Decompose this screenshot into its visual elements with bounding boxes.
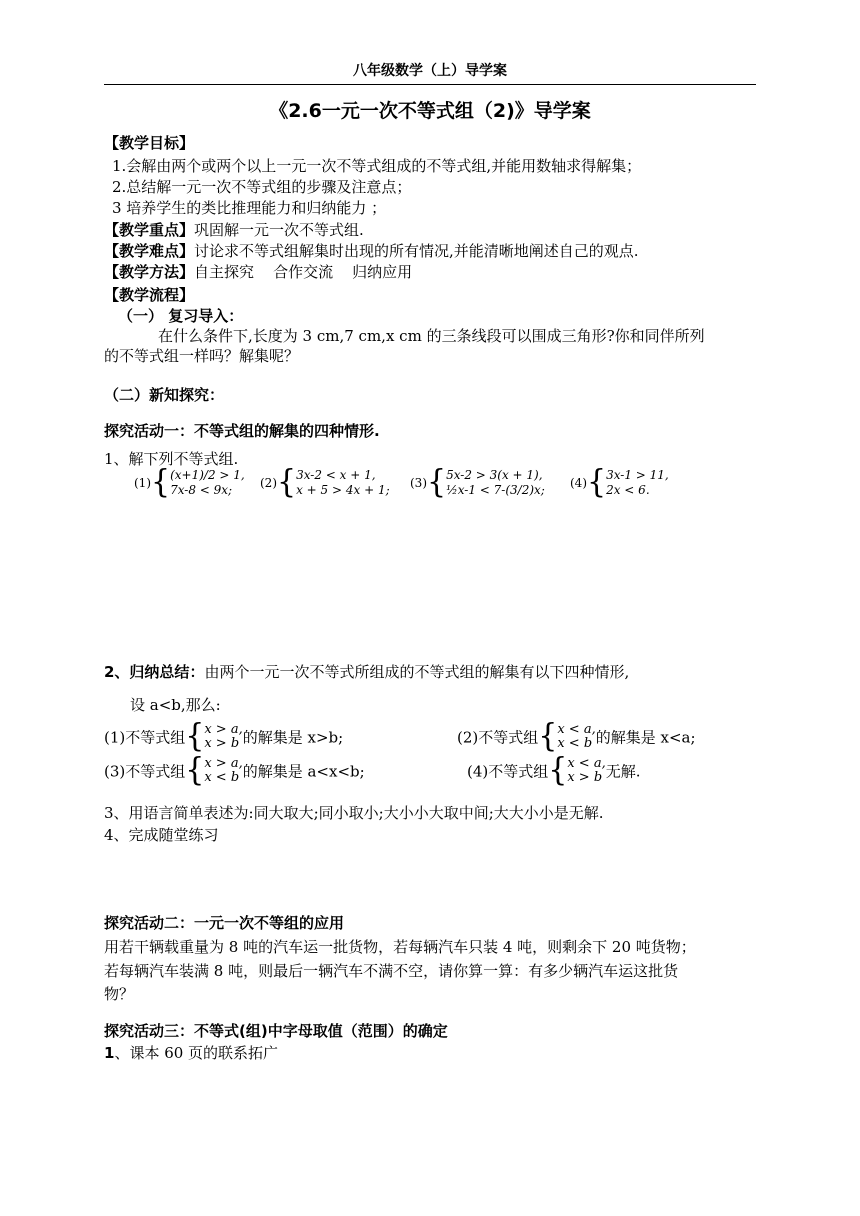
rule-summary: 3、用语言简单表述为:同大取大;同小取小;大小小大取中间;大大小小是无解. [104, 804, 604, 822]
page-header: 八年级数学（上）导学案 [353, 63, 507, 79]
system-2-line-1: 3x-2 < x + 1, [296, 468, 376, 482]
activity2-line-2: 若每辆汽车装满 8 吨，则最后一辆汽车不满不空，请你算一算：有多少辆汽车运这批货 [104, 962, 679, 980]
method-label: 【教学方法】 [104, 263, 195, 281]
assumption: 设 a<b,那么: [130, 696, 221, 714]
goal-item-1: 1.会解由两个或两个以上一元一次不等式组成的不等式组,并能用数轴求得解集； [112, 157, 642, 175]
brace-icon: { [538, 718, 558, 755]
page-title: 《2.6一元一次不等式组（2)》导学案 [269, 100, 591, 122]
key-point [104, 219, 364, 240]
case-1-prefix: (1)不等式组 [104, 728, 186, 747]
activity3-heading: 探究活动三：不等式(组)中字母取值（范围）的确定 [104, 1022, 448, 1040]
inequality-system-4 [570, 464, 669, 501]
case-1 [104, 718, 344, 755]
case-2-prefix: (2)不等式组 [457, 728, 539, 747]
case-3 [104, 752, 365, 789]
summary [104, 661, 629, 682]
system-3-line-1: 5x-2 > 3(x + 1), [446, 468, 543, 482]
difficulty-text: 讨论求不等式组解集时出现的所有情况,并能清晰地阐述自己的观点. [194, 242, 639, 260]
case-3-suffix: 的解集是 a<x<b; [242, 762, 365, 781]
activity1-heading: 探究活动一：不等式组的解集的四种情形. [104, 422, 380, 440]
activity1-question-1: 1、解下列不等式组. [104, 450, 239, 468]
summary-label: 2、归纳总结： [104, 663, 205, 681]
system-4-line-2: 2x < 6. [606, 483, 650, 497]
system-4-line-1: 3x-1 > 11, [606, 468, 669, 482]
case-1-line-2: x > b [204, 736, 240, 751]
system-1-line-1: (x+1)/2 > 1, [170, 468, 245, 482]
brace-icon: { [548, 752, 568, 789]
brace-icon: { [427, 464, 447, 501]
case-4-line-1: x < a, [567, 756, 606, 771]
case-1-suffix: 的解集是 x>b; [242, 728, 344, 747]
case-3-prefix: (3)不等式组 [104, 762, 186, 781]
system-1-line-2: 7x-8 < 9x; [170, 483, 233, 497]
inequality-system-3 [410, 464, 545, 501]
case-1-line-1: x > a, [204, 722, 243, 737]
case-3-line-1: x > a, [204, 756, 243, 771]
activity2-line-1: 用若干辆载重量为 8 吨的汽车运一批货物，若每辆汽车只装 4 吨，则剩余下 20 吨货物； [104, 938, 696, 956]
activity3-item-1-text: 、课本 60 页的联系拓广 [114, 1044, 279, 1062]
case-4-line-2: x > b [567, 770, 603, 785]
activity2-heading: 探究活动二：一元一次不等组的应用 [104, 914, 345, 932]
review-line-1: 在什么条件下,长度为 3 cm,7 cm,x cm 的三条线段可以围成三角形?你和同伴所列 [158, 327, 705, 345]
case-2-line-1: x < a, [557, 722, 596, 737]
review-heading: （一） 复习导入： [118, 307, 244, 325]
activity2-line-3: 物？ [104, 985, 135, 1003]
system-3-line-2: ½x-1 < 7-(3/2)x; [446, 483, 545, 497]
practice: 4、完成随堂练习 [104, 826, 219, 844]
system-3-label: (3) [410, 476, 427, 490]
new-knowledge-heading: （二）新知探究： [104, 386, 225, 404]
key-point-label: 【教学重点】 [104, 221, 195, 239]
case-2-suffix: 的解集是 x<a; [595, 728, 696, 747]
method-text: 自主探究 合作交流 归纳应用 [194, 263, 413, 281]
brace-icon: { [277, 464, 297, 501]
review-line-2: 的不等式组一样吗？解集呢？ [104, 347, 300, 365]
summary-text: 由两个一元一次不等式所组成的不等式组的解集有以下四种情形, [204, 663, 630, 681]
case-2 [457, 718, 696, 755]
case-4-suffix: 无解. [605, 762, 641, 781]
case-4-prefix: (4)不等式组 [467, 762, 549, 781]
header-rule [104, 84, 756, 85]
case-4 [467, 752, 641, 789]
system-2-line-2: x + 5 > 4x + 1; [296, 483, 390, 497]
process-heading: 【教学流程】 [104, 286, 195, 304]
system-1-label: (1) [134, 476, 151, 490]
goal-item-3: 3 培养学生的类比推理能力和归纳能力 ； [112, 199, 387, 217]
goals-heading: 【教学目标】 [104, 134, 195, 152]
case-2-line-2: x < b [557, 736, 593, 751]
brace-icon: { [185, 752, 205, 789]
inequality-system-1 [134, 464, 245, 501]
method [104, 261, 412, 282]
activity3-item-1 [104, 1042, 278, 1063]
brace-icon: { [185, 718, 205, 755]
brace-icon: { [587, 464, 607, 501]
brace-icon: { [151, 464, 171, 501]
difficulty [104, 240, 639, 261]
key-point-text: 巩固解一元一次不等式组. [194, 221, 364, 239]
system-2-label: (2) [260, 476, 277, 490]
inequality-system-2 [260, 464, 390, 501]
activity3-item-1-number: 1 [104, 1044, 115, 1062]
case-3-line-2: x < b [204, 770, 240, 785]
difficulty-label: 【教学难点】 [104, 242, 195, 260]
goal-item-2: 2.总结解一元一次不等式组的步骤及注意点； [112, 178, 412, 196]
system-4-label: (4) [570, 476, 587, 490]
